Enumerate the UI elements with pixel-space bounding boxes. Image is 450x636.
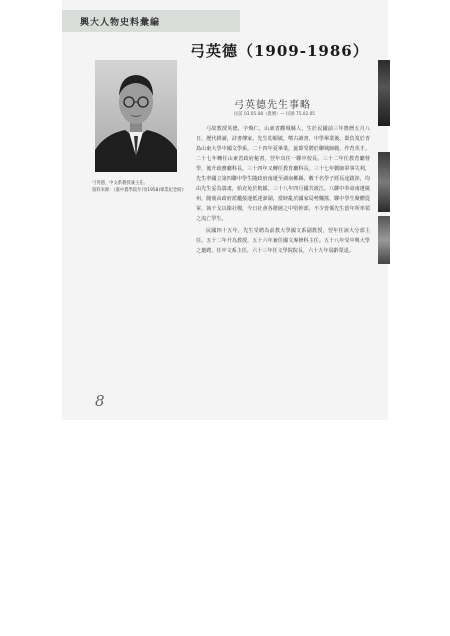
edge-photo-strip: [378, 152, 390, 212]
bio-body: [196, 124, 370, 258]
portrait-caption: [92, 180, 192, 194]
portrait-photo: [95, 60, 177, 172]
caption-line: 弓英德，中文系教授兼主任。: [92, 181, 148, 186]
bio-paragraph: 弓故教授英德，字煥仁，山東省觀城縣人，生於民國前三年農曆五月八日，歷代耕讀，詩書傳家。先生幼穎敏，嗜古讀書，中學畢業後，即負笈於青島山東大學中國文學系，二十四年夏畢業，旋即受聘於聊城師範，作育英才。二十七年轉任山東省政府秘書，翌年出任一聯中校長。三十二年任教育廳督學，後升政務廳科長。三十四年又轉任教育廳科長。三十七年劉師軍事失利，先生率國立第四聯中學生隨政府南遷至湖南郴縣，數千名學子經長途跋涉，均由先生妥為籌畫，始克免於飢餒。三十八年四月國共渡江，八聯中奉命南遷廣州，隨後由政府派艦接運抵達澎湖，當時亂於國家局勢飄搖，聯中學生聚體從軍，執干戈以衛社稷，今日社會各階層之中堅幹部，不少皆係先生當年所率領之流亡學生。: [196, 126, 370, 222]
bio-dates: 民前 03.05.08（農曆）— 民國 75.02.05: [234, 112, 316, 117]
bio-heading: 弓英德先生事略: [234, 100, 311, 111]
page-title: 弓英德（1909-1986）: [190, 42, 369, 60]
bio-paragraph: 民國四十五年，先生受聘為前教大學國文系副教授，翌年任該大分部主任。五十二年升為教授，五十六年兼任國文專修科主任。五十八年受中興大學之邀聘，任中文系主任，六十三年任文學院院長，六十九年屆齡榮退。: [196, 228, 370, 254]
edge-photo-strip: [378, 216, 390, 264]
caption-source: 資料來源：《臺中農學院年刊(1958)畢業紀念冊》: [92, 188, 186, 193]
portrait-illustration: [95, 60, 177, 172]
edge-photo-strip: [378, 60, 390, 126]
page-number: 8: [95, 392, 105, 410]
series-title: 興大人物史料彙編: [80, 18, 161, 28]
